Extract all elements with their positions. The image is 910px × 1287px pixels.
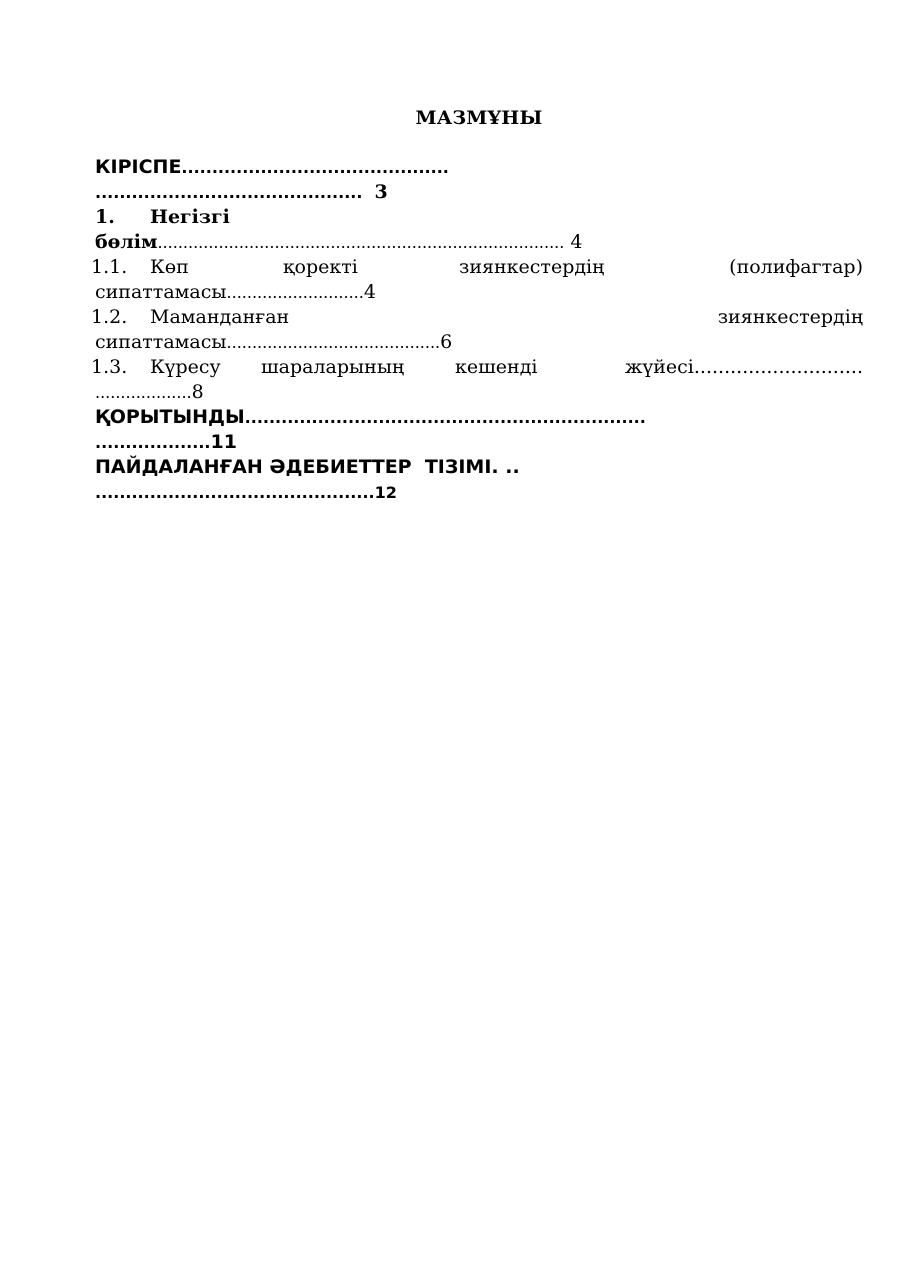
toc-label-word: кешенді bbox=[455, 356, 538, 378]
toc-entry-conclusion-continued bbox=[95, 430, 863, 455]
toc-label-intro: КІРІСПЕ bbox=[95, 156, 182, 178]
toc-label-word: бөлім bbox=[95, 231, 158, 253]
toc-entry-intro bbox=[95, 155, 863, 180]
toc-leader: ........................... bbox=[226, 283, 364, 302]
toc-leader: .......................................... bbox=[226, 333, 441, 352]
toc-entry-conclusion bbox=[95, 405, 863, 430]
toc-entry-references bbox=[95, 455, 863, 480]
toc-label-word: шараларының bbox=[261, 356, 405, 378]
toc-page-number: 12 bbox=[374, 483, 397, 502]
toc-entry-section-1-1 bbox=[91, 255, 863, 280]
toc-page-number: 8 bbox=[191, 381, 204, 403]
toc-page-number: 4 bbox=[363, 281, 376, 303]
toc-label-word: сипаттамасы bbox=[95, 331, 227, 353]
toc-entry-section-1 bbox=[95, 205, 863, 230]
toc-entry-section-1-2 bbox=[91, 305, 863, 330]
toc-section-number: 1.1. bbox=[91, 256, 128, 278]
toc-label-conclusion: ҚОРЫТЫНДЫ bbox=[95, 406, 245, 428]
toc-leader: ................................................................................ bbox=[157, 233, 565, 252]
toc-leader: .............................................. bbox=[95, 483, 375, 502]
toc-entry-section-1-3-continued bbox=[95, 380, 863, 405]
toc-leader: .................................................................. bbox=[244, 408, 646, 427]
toc-leader: ................... bbox=[95, 433, 211, 452]
toc-leader: ............................................ bbox=[181, 158, 449, 177]
toc-label-word: Негізгі bbox=[150, 206, 230, 228]
toc-label-references: ПАЙДАЛАНҒАН ӘДЕБИЕТТЕР ТІЗІМІ. .. bbox=[95, 456, 520, 478]
toc-leader: ................... bbox=[95, 383, 192, 402]
toc-entry-section-1-2-continued bbox=[95, 330, 863, 355]
toc-label-word: Маманданған bbox=[150, 306, 290, 328]
toc-label-word: жүйесі............................ bbox=[625, 356, 863, 378]
toc-label-word: Көп bbox=[150, 256, 189, 278]
toc-label-word: (полифагтар) bbox=[729, 256, 863, 278]
toc-page-number: 3 bbox=[374, 181, 388, 203]
toc-entry-references-continued bbox=[95, 480, 863, 505]
toc-label-word: сипаттамасы bbox=[95, 281, 227, 303]
toc-entry-intro-continued bbox=[95, 180, 863, 205]
table-of-contents bbox=[91, 155, 863, 505]
page-title: МАЗМҰНЫ bbox=[415, 107, 543, 129]
toc-label-word: зиянкестердің bbox=[459, 256, 605, 278]
toc-page-number: 4 bbox=[570, 231, 583, 253]
toc-entry-section-1-1-continued bbox=[95, 280, 863, 305]
toc-page-number: 11 bbox=[210, 431, 237, 453]
toc-label-word: зиянкестердің bbox=[717, 306, 863, 328]
toc-section-number: 1.2. bbox=[91, 306, 128, 328]
toc-leader: ............................................ bbox=[95, 183, 363, 202]
toc-section-number: 1. bbox=[95, 206, 115, 228]
toc-section-number: 1.3. bbox=[91, 356, 128, 378]
toc-entry-section-1-3 bbox=[91, 355, 863, 380]
toc-page-number: 6 bbox=[440, 331, 453, 353]
toc-label-word: Күресу bbox=[150, 356, 221, 378]
toc-entry-section-1-continued bbox=[95, 230, 863, 255]
toc-label-word: қоректі bbox=[283, 256, 358, 278]
